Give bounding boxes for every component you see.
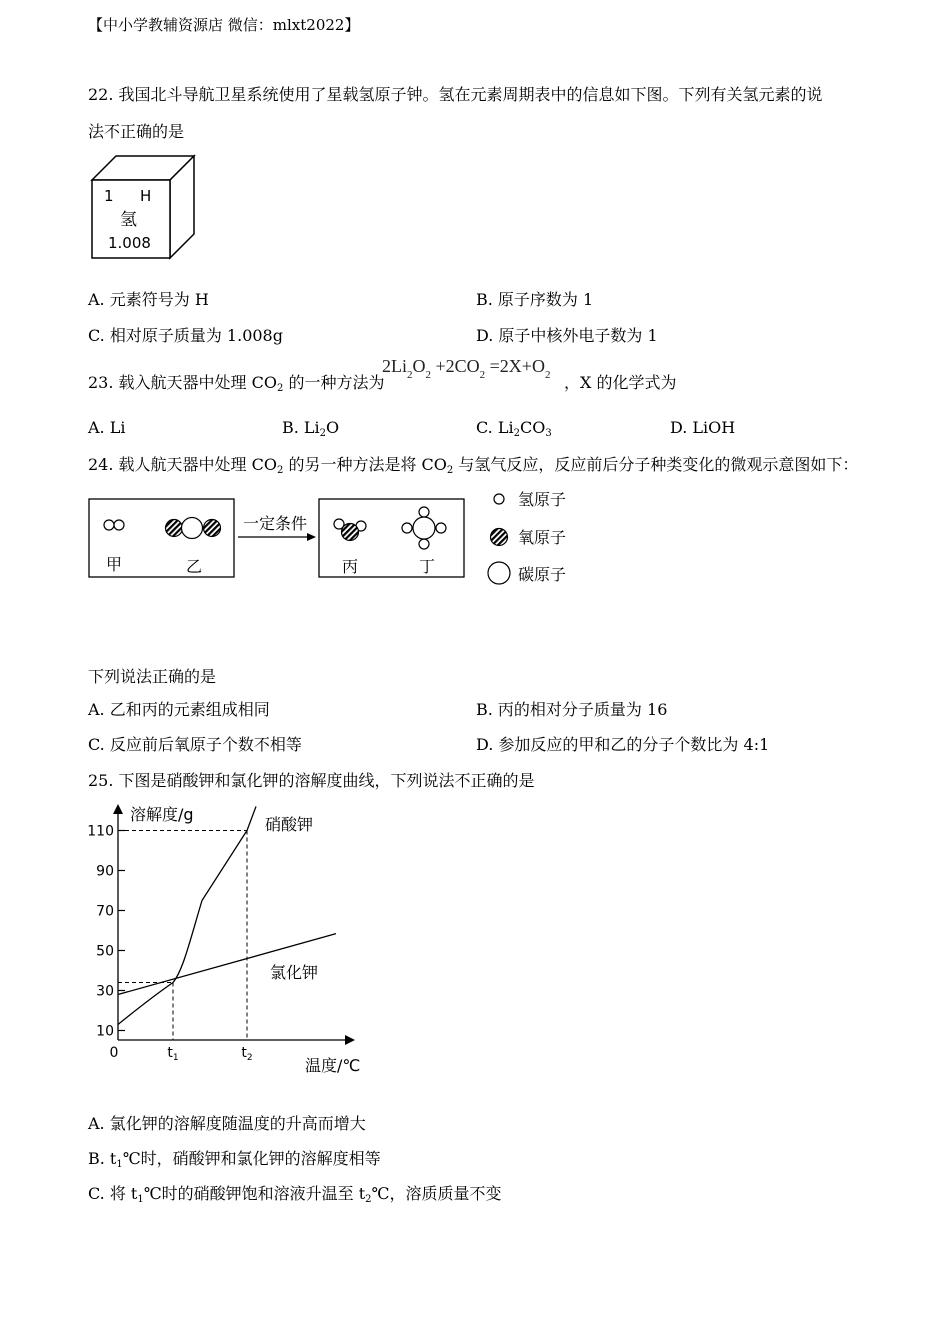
q22-option-d: D. 原子中核外电子数为 1: [476, 326, 658, 345]
q23-option-d: D. LiOH: [670, 418, 736, 437]
legend-h-atom: [494, 494, 504, 504]
q25-option-c: C. 将 $t_1℃$时的硝酸钾饱和溶液升温至 $t_2℃$，溶质质量不变: [88, 1184, 502, 1205]
q23-option-b: B. $Li_2O$: [282, 418, 340, 439]
h-atom: [402, 523, 412, 533]
x-tick-label: $t_2$: [241, 1045, 253, 1063]
q24-question: 下列说法正确的是: [88, 667, 217, 686]
label-yi: 乙: [186, 557, 203, 576]
legend-h-label: 氢原子: [518, 490, 567, 509]
q24-option-a: A. 乙和丙的元素组成相同: [88, 700, 270, 719]
reaction-diagram: [86, 486, 586, 596]
h-atom: [436, 523, 446, 533]
element-name: 氢: [120, 210, 137, 230]
q22-option-a: A. 元素符号为 H: [88, 290, 209, 309]
y-tick-label: 90: [96, 863, 114, 880]
label-jia: 甲: [106, 555, 123, 574]
q23-formula: $2Li_2O_2 +2CO_2 =2X+O_2$: [382, 356, 551, 381]
y-tick-label: 70: [96, 903, 114, 920]
q22-option-b: B. 原子序数为 1: [476, 290, 594, 309]
y-tick-label: 10: [96, 1023, 114, 1040]
y-tick-label: 110: [87, 823, 114, 840]
label-ding: 丁: [419, 557, 436, 576]
legend-o-atom: [491, 529, 508, 546]
products-box: [319, 499, 464, 577]
x-axis-label: 温度/℃: [305, 1056, 361, 1075]
q23-stem-suffix: ，X 的化学式为: [564, 373, 677, 392]
c-atom: [413, 517, 435, 539]
x-axis-arrow: [345, 1035, 355, 1045]
kcl-label: 氯化钾: [270, 963, 319, 982]
solubility-chart: [80, 800, 380, 1080]
q25-stem: 25. 下图是硝酸钾和氯化钾的溶解度曲线，下列说法不正确的是: [88, 771, 535, 790]
q23-option-c: C. $Li_2CO_3$: [476, 418, 552, 439]
y-axis-arrow: [113, 804, 123, 814]
q24-stem: 24. 载人航天器中处理 $CO_2$ 的另一种方法是将 $CO_2$ 与氢气反应，反应前后分子种类变化的微观示意图如下：: [88, 455, 859, 476]
c-atom: [182, 518, 203, 539]
kno3-curve: [118, 807, 256, 1025]
q23-option-a: A. Li: [88, 418, 126, 437]
x-tick-label: $t_1$: [167, 1045, 179, 1063]
h-atom: [104, 520, 114, 530]
reaction-condition: 一定条件: [243, 514, 308, 533]
q24-option-c: C. 反应前后氧原子个数不相等: [88, 735, 302, 754]
y-axis-label: 溶解度/g: [130, 805, 194, 824]
o-atom: [204, 520, 221, 537]
q24-option-d: D. 参加反应的甲和乙的分子个数比为 4:1: [476, 735, 770, 754]
q25-option-b: B. $t_1℃$时，硝酸钾和氯化钾的溶解度相等: [88, 1149, 381, 1170]
label-bing: 丙: [342, 557, 359, 576]
legend-c-label: 碳原子: [518, 565, 567, 584]
o-atom: [342, 524, 359, 541]
element-mass: 1.008: [108, 234, 151, 252]
y-tick-label: 30: [96, 983, 114, 1000]
q22-option-c: C. 相对原子质量为 1.008g: [88, 326, 283, 345]
element-number: 1: [104, 187, 114, 205]
q23-stem: 23. 载入航天器中处理 $CO_2$ 的一种方法为: [88, 373, 385, 394]
h-atom: [419, 539, 429, 549]
element-symbol: H: [140, 187, 152, 205]
h-atom: [114, 520, 124, 530]
x-tick-label: 0: [109, 1045, 119, 1061]
legend-o-label: 氧原子: [518, 528, 567, 547]
kno3-label: 硝酸钾: [265, 815, 314, 834]
page-header: 【中小学教辅资源店 微信：mlxt2022】: [88, 16, 360, 34]
q22-stem-line2: 法不正确的是: [88, 122, 185, 141]
q24-option-b: B. 丙的相对分子质量为 16: [476, 700, 668, 719]
o-atom: [166, 520, 183, 537]
element-cell-figure: [88, 152, 200, 262]
q25-option-a: A. 氯化钾的溶解度随温度的升高而增大: [88, 1114, 366, 1133]
h-atom: [419, 507, 429, 517]
legend-c-atom: [488, 562, 510, 584]
y-tick-label: 50: [96, 943, 114, 960]
q22-stem-line1: 22. 我国北斗导航卫星系统使用了星载氢原子钟。氢在元素周期表中的信息如下图。下列有关氢元素的说: [88, 85, 823, 104]
